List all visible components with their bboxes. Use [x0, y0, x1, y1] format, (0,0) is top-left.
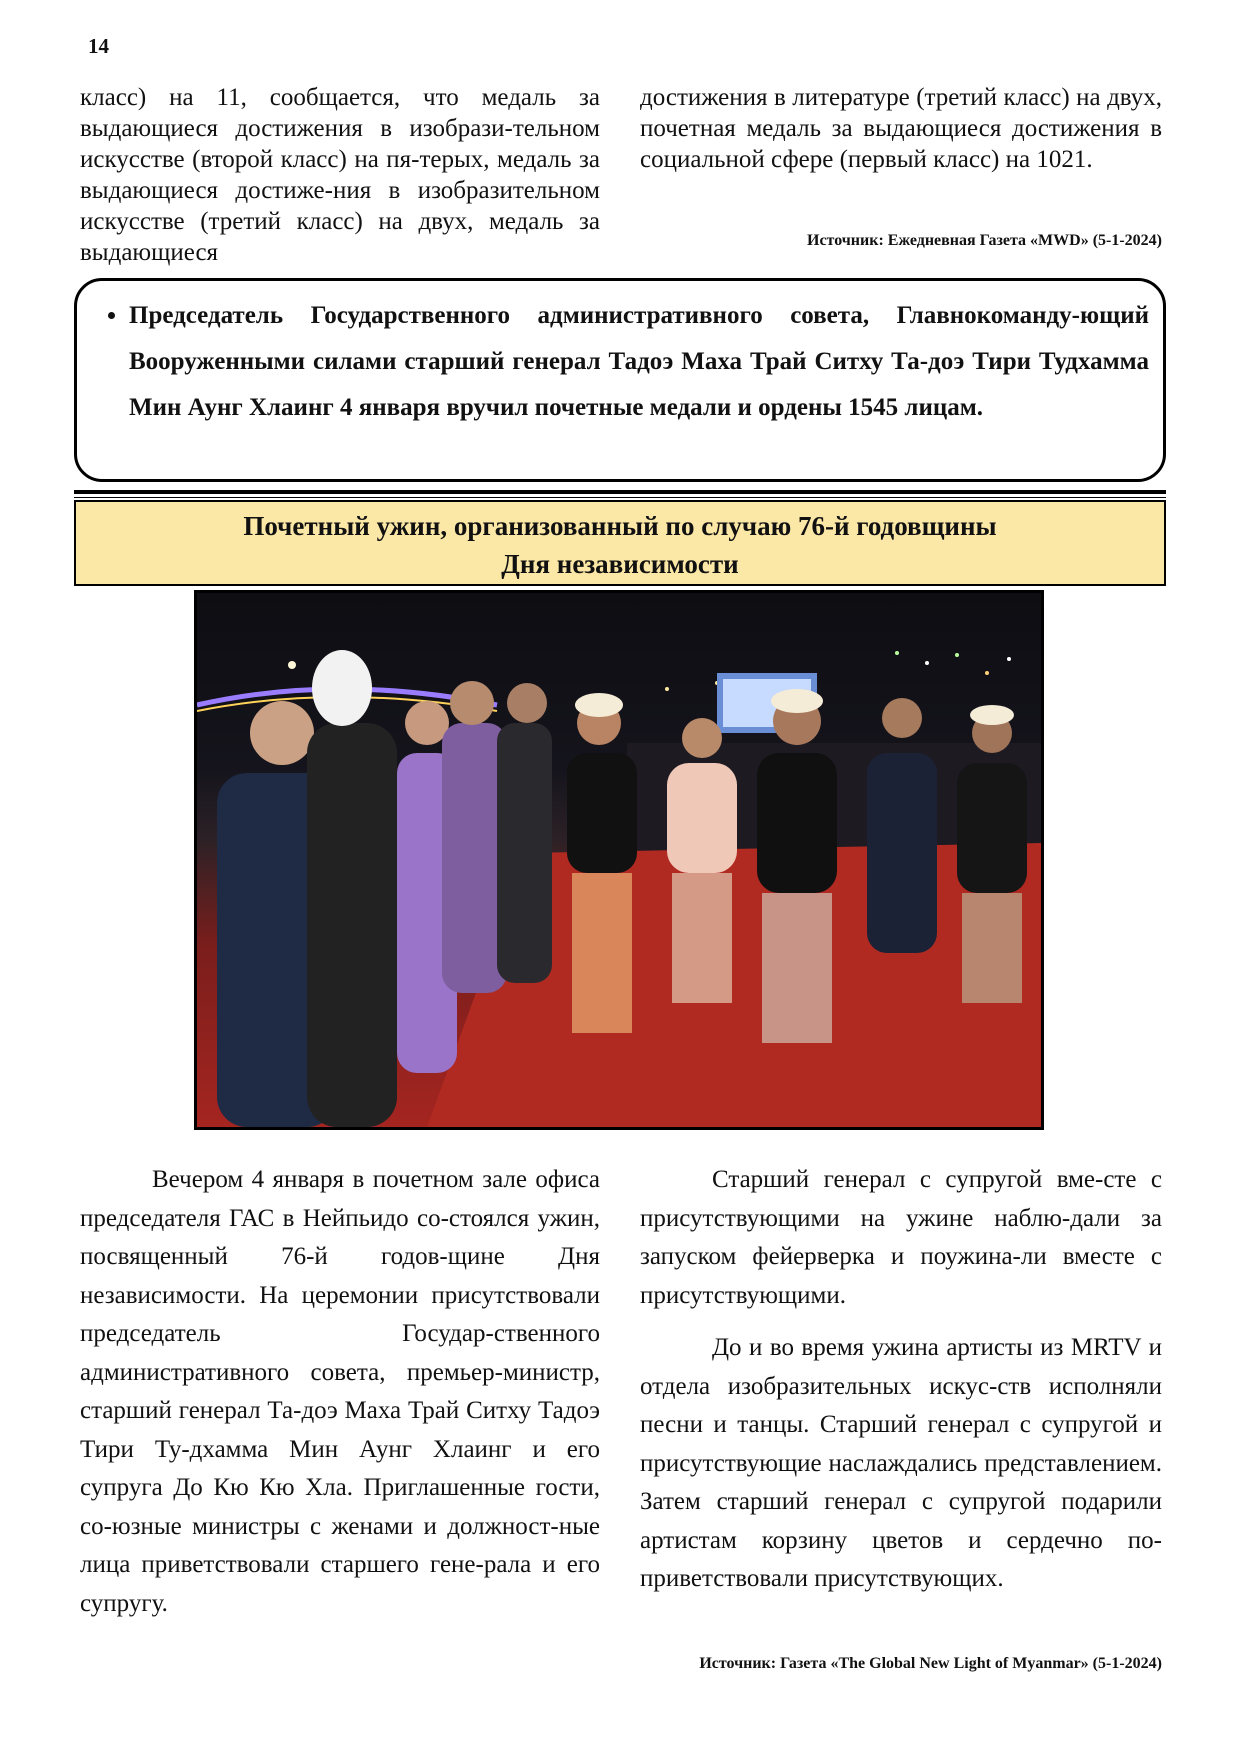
top-left-paragraph: класс) на 11, сообщается, что медаль за выдающиеся достижения в изобрази-тельном искусстве (второй класс) на пя-терых, медаль за выдающиеся достиже-ния в изобразительном искусстве (третий класс) на двух, медаль за выдающиеся: [80, 84, 600, 266]
news-highlight-box: [74, 278, 1166, 482]
heading-line-1: Почетный ужин, организованный по случаю 76-й годовщины: [243, 511, 997, 541]
top-right-paragraph: достижения в литературе (третий класс) на двух, почетная медаль за выдающиеся достижения в социальной сфере (первый класс) на 1021.: [640, 84, 1162, 173]
event-photo: [194, 590, 1044, 1130]
event-photo-illustration: [197, 593, 1041, 1127]
section-heading-banner: [74, 500, 1166, 586]
article-right-paragraph-1: Старший генерал с супругой вме-сте с присутствующими на ужине наблю-дали за запуском фейерверка и поужина-ли вместе с присутствующими.: [640, 1166, 1162, 1309]
divider-thin: [74, 497, 1166, 498]
source-citation-2: Источник: Газета «The Global New Light of Myanmar» (5-1-2024): [699, 1655, 1162, 1672]
heading-line-2: Дня независимости: [501, 549, 739, 579]
divider-thick: [74, 490, 1166, 494]
article-left-paragraph: Вечером 4 января в почетном зале офиса председателя ГАС в Нейпьидо со-стоялся ужин, посвященный 76-й годов-щине Дня независимости. На церемонии присутствовали председатель Государ-ственного административного совета, премьер-министр, старший генерал Та-доэ Маха Трай Ситху Тадоэ Тири Ту-дхамма Мин Аунг Хлаинг и его супруга До Кю Кю Хла. Приглашенные гости, со-юзные министры с женами и должност-ные лица приветствовали старшего гене-рала и его супругу.: [80, 1166, 600, 1617]
article-right-paragraph-2: До и во время ужина артисты из MRTV и отдела изобразительных искус-ств исполняли песни и танцы. Старший генерал с супругой и присутствующие наслаждались представлением. Затем старший генерал с супругой подарили артистам корзину цветов и сердечно по-приветствовали присутствующих.: [640, 1334, 1162, 1592]
source-citation-1: Источник: Ежедневная Газета «MWD» (5-1-2024): [807, 232, 1162, 249]
news-bullet-item: • Председатель Государственного административного совета, Главнокоманду-ющий Вооруженными силами старший генерал Тадоэ Маха Трай Ситху Та-доэ Тири Тудхамма Мин Аунг Хлаинг 4 января вручил почетные медали и ордены 1545 лицам.: [129, 293, 1163, 431]
top-right-column: [640, 82, 1162, 175]
top-left-column: [80, 82, 600, 268]
page-number: 14: [88, 34, 109, 58]
article-right-column: [640, 1161, 1162, 1599]
article-left-column: [80, 1161, 600, 1623]
